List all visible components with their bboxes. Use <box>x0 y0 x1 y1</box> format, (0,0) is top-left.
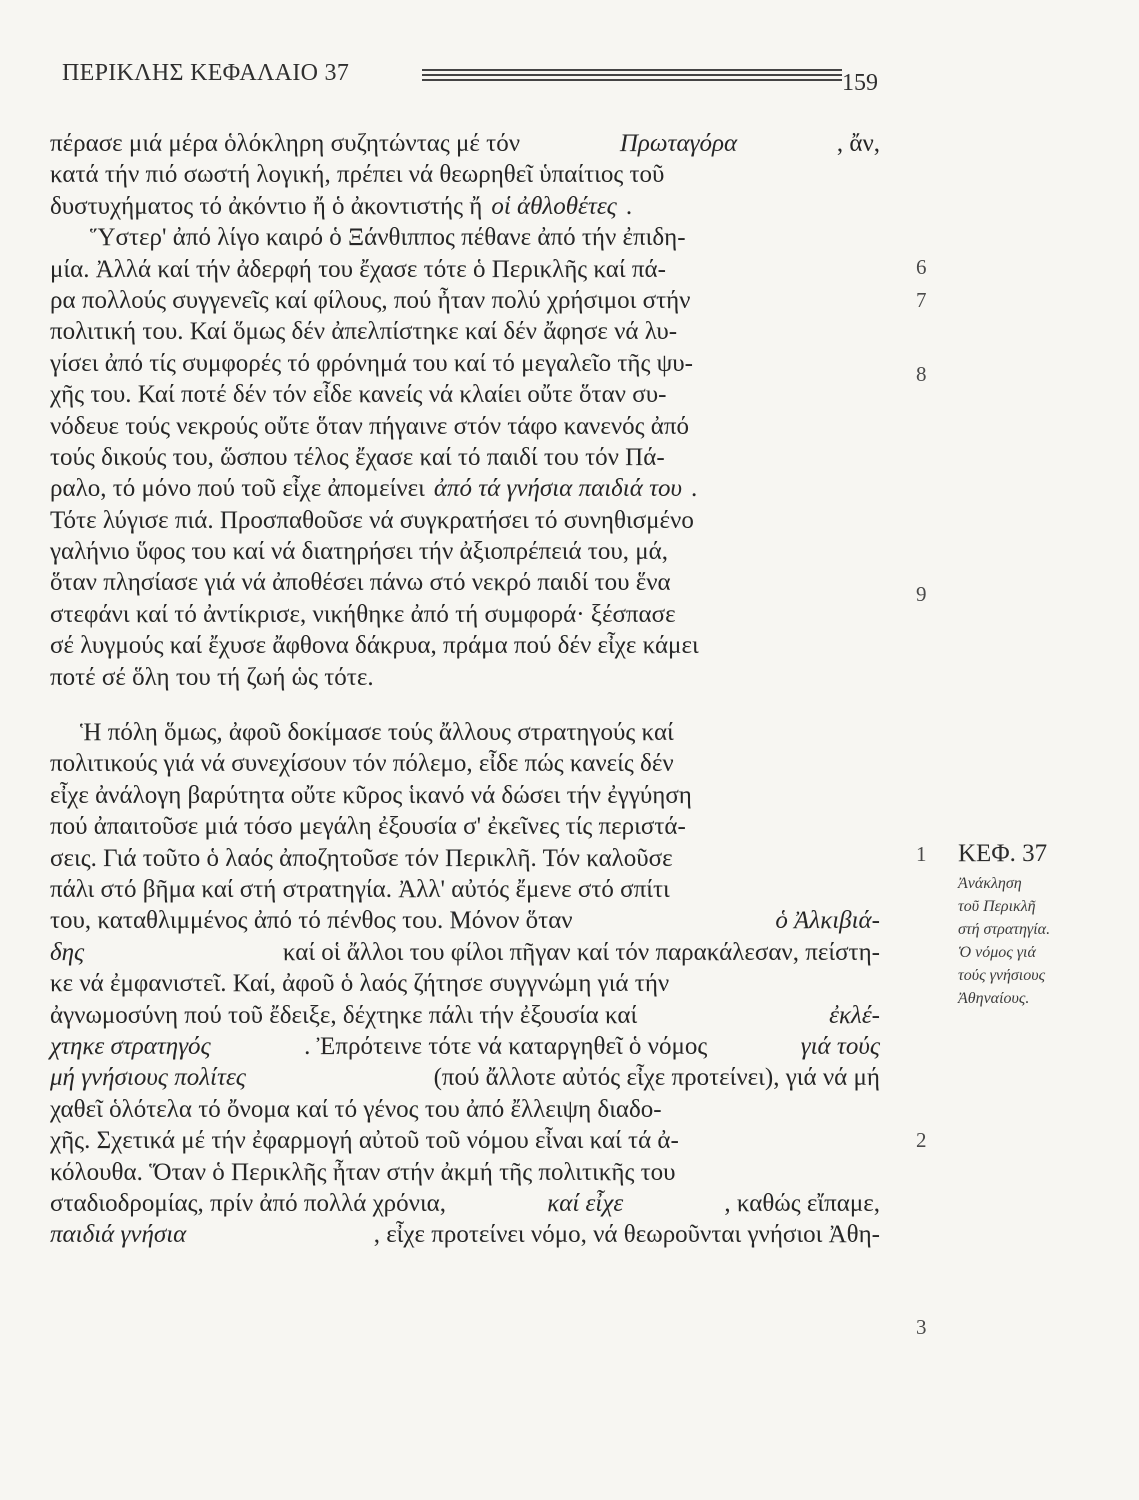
header-rule <box>422 69 842 84</box>
text-line: ποτέ σέ ὅλη του τή ζωή ὡς τότε. <box>50 663 374 691</box>
text-line: χαθεῖ ὁλότελα τό ὄνομα καί τό γένος του ἀπό ἔλλειψη διαδο- <box>50 1095 662 1123</box>
text-line: Τότε λύγισε πιά. Προσπαθοῦσε νά συγκρατήσει τό συνηθισμένο <box>50 506 694 534</box>
margin-number: 6 <box>916 255 927 279</box>
running-head: ΠΕΡΙΚΛΗΣ ΚΕΦΑΛΑΙΟ 37 <box>62 60 350 86</box>
page-header <box>62 58 882 98</box>
body-text <box>50 128 880 1251</box>
text-line: χῆς του. Καί ποτέ δέν τόν εἶδε κανείς νά κλαίει οὔτε ὅταν συ- <box>50 381 667 409</box>
side-note-line: Ἀνάκληση <box>958 875 1022 892</box>
text-line: γαλήνιο ὕφος του καί νά διατηρήσει τήν ἀξιοπρέπειά του, μά, <box>50 538 668 566</box>
text-line: μή γνήσιους πολίτες (πού ἄλλοτε αὐτός εἶχε προτείνει), γιά νά μή <box>50 1064 880 1092</box>
margin-number: 7 <box>916 288 927 312</box>
text-line: ρα πολλούς συγγενεῖς καί φίλους, πού ἦταν πολύ χρήσιμοι στήν <box>50 286 691 314</box>
text-line: πού ἀπαιτοῦσε μιά τόσο μεγάλη ἐξουσία σ' ἐκεῖνες τίς περιστά- <box>50 813 686 841</box>
side-note-title: ΚΕΦ. 37 <box>958 840 1048 867</box>
text-line: σταδιοδρομίας, πρίν ἀπό πολλά χρόνια, καί εἶχε , καθώς εἴπαμε, <box>50 1189 880 1217</box>
text-line: πέρασε μιά μέρα ὁλόκληρη συζητώντας μέ τόν Πρωταγόρα , ἄν, <box>50 130 880 157</box>
text-line: ραλο, τό μόνο πού τοῦ εἶχε ἀπομείνει ἀπό τά γνήσια παιδιά του . <box>50 475 698 503</box>
text-line: χτηκε στρατηγός . Ἐπρότεινε τότε νά καταργηθεῖ ὁ νόμος γιά τούς <box>50 1032 880 1060</box>
text-line: δυστυχήματος τό ἀκόντιο ἤ ὁ ἀκοντιστής ἤ οἱ ἀθλοθέτες . <box>50 192 633 220</box>
side-note-line: Ὁ νόμος γιά <box>958 944 1036 961</box>
text-line: εἶχε ἀνάλογη βαρύτητα οὔτε κῦρος ἱκανό νά δώσει τήν ἐγγύηση <box>50 781 692 809</box>
text-line: Ὕστερ' ἀπό λίγο καιρό ὁ Ξάνθιππος πέθανε ἀπό τήν ἐπιδη- <box>90 224 686 252</box>
side-note-line: Ἀθηναίους. <box>958 990 1030 1007</box>
side-note-line: τούς γνήσιους <box>958 967 1046 984</box>
text-line: πολιτικούς γιά νά συνεχίσουν τόν πόλεμο, εἶδε πώς κανείς δέν <box>50 750 674 778</box>
text-line: χῆς. Σχετικά μέ τήν ἐφαρμογή αὐτοῦ τοῦ νόμου εἶναι καί τά ἀ- <box>50 1127 679 1155</box>
text-line: σεις. Γιά τοῦτο ὁ λαός ἀποζητοῦσε τόν Περικλῆ. Τόν καλοῦσε <box>50 844 673 872</box>
margin-number: 1 <box>916 842 927 866</box>
side-note-line: στή στρατηγία. <box>958 921 1051 938</box>
text-line: κατά τήν πιό σωστή λογική, πρέπει νά θεωρηθεῖ ὑπαίτιος τοῦ <box>50 161 665 189</box>
text-line: στεφάνι καί τό ἀντίκρισε, νικήθηκε ἀπό τή συμφορά· ξέσπασε <box>50 600 676 628</box>
text-line: πάλι στό βῆμα καί στή στρατηγία. Ἀλλ' αὐτός ἔμενε στό σπίτι <box>50 875 670 903</box>
text-line: σέ λυγμούς καί ἔχυσε ἄφθονα δάκρυα, πράμα πού δέν εἶχε κάμει <box>50 632 699 660</box>
text-line: κόλουθα. Ὅταν ὁ Περικλῆς ἦταν στήν ἀκμή τῆς πολιτικῆς του <box>50 1158 676 1186</box>
text-line: τούς δικούς του, ὥσπου τέλος ἔχασε καί τό παιδί του τόν Πά- <box>50 443 665 471</box>
text-line: δης καί οἱ ἄλλοι του φίλοι πῆγαν καί τόν παρακάλεσαν, πείστη- <box>50 938 880 966</box>
margin-number: 3 <box>916 1315 927 1339</box>
side-note <box>958 840 1118 1010</box>
side-note-line: τοῦ Περικλῆ <box>958 898 1036 915</box>
text-line: του, καταθλιμμένος ἀπό τό πένθος του. Μόνον ὅταν ὁ Ἀλκιβιά- <box>50 907 880 935</box>
text-line: κε νά ἐμφανιστεῖ. Καί, ἀφοῦ ὁ λαός ζήτησε συγγνώμη γιά τήν <box>50 970 670 998</box>
text-line: γίσει ἀπό τίς συμφορές τό φρόνημά του καί τό μεγαλεῖο τῆς ψυ- <box>50 349 693 377</box>
text-line: Ἡ πόλη ὅμως, ἀφοῦ δοκίμασε τούς ἄλλους στρατηγούς καί <box>80 719 674 747</box>
text-line: πολιτική του. Καί ὅμως δέν ἀπελπίστηκε καί δέν ἄφησε νά λυ- <box>50 318 678 346</box>
text-line: νόδευε τούς νεκρούς οὔτε ὅταν πήγαινε στόν τάφο κανενός ἀπό <box>50 412 690 440</box>
margin-number: 9 <box>916 582 927 606</box>
text-line: ὅταν πλησίασε γιά νά ἀποθέσει πάνω στό νεκρό παιδί του ἕνα <box>50 569 671 597</box>
margin-number: 8 <box>916 362 927 386</box>
margin-number: 2 <box>916 1128 927 1152</box>
text-line: μία. Ἀλλά καί τήν ἀδερφή του ἔχασε τότε ὁ Περικλῆς καί πά- <box>50 255 666 283</box>
text-line: παιδιά γνήσια , εἶχε προτείνει νόμο, νά θεωροῦνται γνήσιοι Ἀθη- <box>50 1221 880 1249</box>
text-line: ἀγνωμοσύνη πού τοῦ ἔδειξε, δέχτηκε πάλι τήν ἐξουσία καί ἐκλέ- <box>50 1001 880 1029</box>
page-number: 159 <box>842 70 878 96</box>
